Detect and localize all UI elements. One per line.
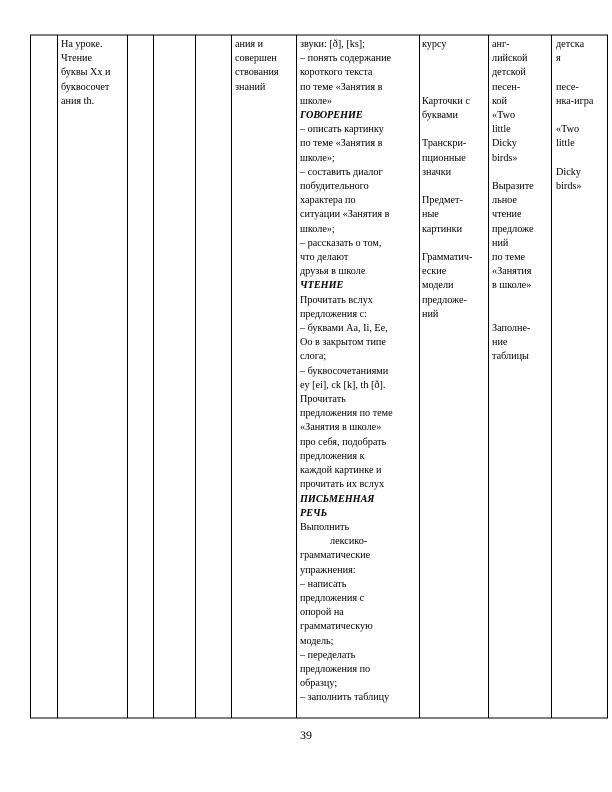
content-line: звуки: [ð], [ks]; (300, 39, 366, 50)
section-heading: ЧТЕНИЕ (300, 280, 344, 292)
content-cell (300, 38, 418, 706)
content-line: – буквосочетаниями (300, 365, 389, 377)
content-line: по теме «Занятия в (300, 138, 383, 150)
content-line: модель; (300, 635, 334, 647)
content-line: характера по (300, 195, 356, 207)
content-line: – переделать (300, 649, 356, 661)
content-line: слога; (300, 351, 327, 363)
content-line: что делают (300, 252, 349, 264)
content-line: образцу; (300, 678, 338, 690)
content-line: Прочитать вслух (300, 294, 373, 306)
lesson-topic-cell: На уроке. Чтение буквы Xx и буквосочет ания th. (61, 39, 111, 107)
content-line: побудительного (300, 181, 369, 193)
content-line: Прочитать (300, 394, 346, 406)
content-line: грамматическую (300, 621, 373, 633)
homework-cell: детска я песе- нка-игра «Two little Dicky birds» (556, 39, 594, 193)
content-line: школе»; (300, 223, 335, 235)
content-line: ситуации «Занятия в (300, 209, 390, 221)
content-line: ey [ei], ck [k], th [ð]. (300, 379, 386, 391)
content-line: предложения по теме (300, 408, 393, 420)
section-heading: ПИСЬМЕННАЯ (300, 493, 375, 505)
section-heading: ГОВОРЕНИЕ (300, 110, 363, 122)
content-line: школе»; (300, 152, 335, 164)
content-line: – написать (300, 578, 347, 590)
section-heading: РЕЧЬ (300, 507, 328, 519)
content-line: предложения с: (300, 308, 367, 320)
content-line: – буквами Aa, Ii, Ee, (300, 323, 388, 335)
content-line: – описать картинку (300, 124, 384, 136)
activities-cell: анг- лийской детской песен- кой «Two little Dicky birds» Выразите льное чтение предложе ний по теме «Занятия в школе» Заполне- ние таблицы (492, 39, 534, 363)
content-line: про себя, подобрать (300, 436, 387, 448)
content-line: по теме «Занятия в (300, 81, 383, 93)
content-line: грамматические (300, 550, 371, 562)
content-line: каждой картинке и (300, 465, 382, 477)
content-line: упражнения: (300, 564, 356, 576)
content-line: – составить диалог (300, 166, 383, 178)
content-line: прочитать их вслух (300, 479, 385, 491)
content-line: – рассказать о том, (300, 237, 382, 249)
content-line: короткого текста (300, 67, 373, 79)
content-line: предложения к (300, 450, 365, 462)
content-line: «Занятия в школе» (300, 422, 382, 434)
content-line: – понять содержание (300, 53, 392, 65)
content-line: друзья в школе (300, 266, 366, 278)
materials-cell: курсу Карточки с буквами Транскри- пционные значки Предмет- ные картинки Грамматич- еские модели предложе- ний (422, 39, 473, 320)
content-line: Выполнить (300, 521, 350, 533)
page-number: 39 (300, 728, 312, 742)
control-type-cell: ания и совершен ствования знаний (235, 39, 279, 93)
content-line: лексико- (330, 536, 368, 548)
content-line: предложения по (300, 663, 371, 675)
content-line: опорой на (300, 607, 344, 619)
content-line: – заполнить таблицу (300, 692, 390, 704)
content-line: школе» (300, 95, 332, 107)
content-line: предложения с (300, 592, 365, 604)
content-line: Oo в закрытом типе (300, 337, 386, 349)
